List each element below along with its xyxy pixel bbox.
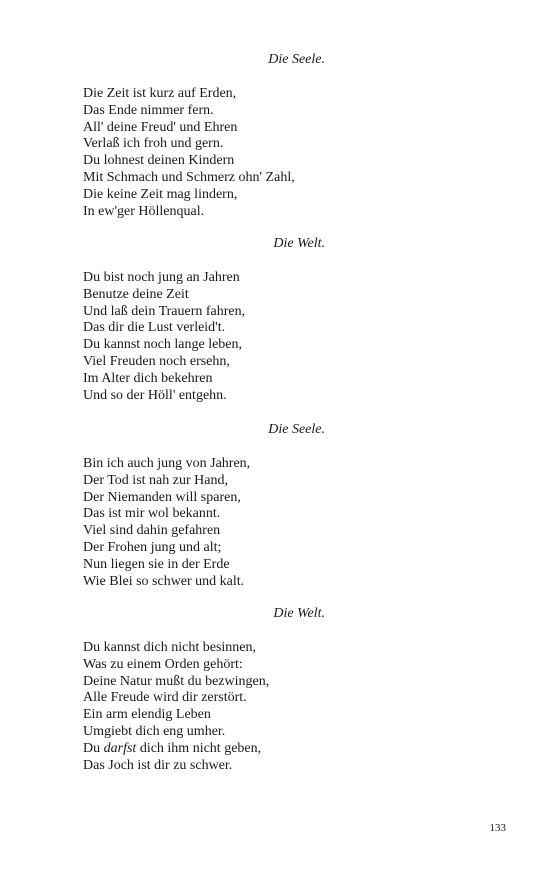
poem-section-1: [83, 51, 503, 220]
emphasized-word: darfst: [103, 740, 137, 756]
verse-line: In ew'ger Höllenqual.: [83, 203, 205, 219]
verse-line: Alle Freude wird dir zerstört.: [83, 690, 247, 706]
verse-line: Die Zeit ist kurz auf Erden,: [83, 86, 237, 101]
verse-line: Und so der Höll' entgehn.: [83, 387, 227, 403]
verse-line: All' deine Freud' und Ehren: [83, 119, 238, 135]
verse-line: Du bist noch jung an Jahren: [83, 270, 240, 285]
verse-line: Das Joch ist dir zu schwer.: [83, 757, 233, 773]
speaker-heading: Die Welt.: [273, 606, 325, 621]
page-number: 133: [489, 822, 506, 834]
verse-line: Du darfst dich ihm nicht geben,: [83, 740, 262, 756]
poem-section-2: [83, 235, 503, 404]
verse-line: Du lohnest deinen Kindern: [83, 153, 235, 169]
verse-line: Das dir die Lust verleid't.: [83, 320, 226, 336]
verse-line: Der Tod ist nah zur Hand,: [83, 472, 228, 488]
verse-line: Mit Schmach und Schmerz ohn' Zahl,: [83, 169, 295, 185]
verse-line: Was zu einem Orden gehört:: [83, 656, 243, 672]
verse-line: Nun liegen sie in der Erde: [83, 556, 230, 572]
poem-section-4: [83, 605, 503, 774]
verse-line: Benutze deine Zeit: [83, 286, 189, 302]
verse-line: Das ist mir wol bekannt.: [83, 506, 221, 522]
verse-line: Der Niemanden will sparen,: [83, 489, 241, 505]
verse-line: Die keine Zeit mag lindern,: [83, 186, 238, 202]
verse-line: Verlaß ich froh und gern.: [83, 136, 224, 152]
verse-line: Viel sind dahin gefahren: [83, 523, 221, 539]
speaker-heading: Die Seele.: [268, 422, 325, 437]
verse-line: Viel Freuden noch ersehn,: [83, 353, 230, 369]
verse-line: Und laß dein Trauern fahren,: [83, 303, 246, 319]
verse-line: Deine Natur mußt du bezwingen,: [83, 673, 270, 689]
verse-line: Der Frohen jung und alt;: [83, 539, 222, 555]
verse-line: Ein arm elendig Leben: [83, 707, 211, 723]
verse-line: Du kannst dich nicht besinnen,: [83, 640, 257, 655]
speaker-heading: Die Welt.: [273, 236, 325, 251]
verse-line: Im Alter dich bekehren: [83, 370, 213, 386]
verse-line: Bin ich auch jung von Jahren,: [83, 456, 251, 471]
verse-line: Du kannst noch lange leben,: [83, 337, 243, 353]
verse-line: Das Ende nimmer fern.: [83, 102, 214, 118]
speaker-heading: Die Seele.: [268, 52, 325, 67]
poem-section-3: [83, 421, 503, 590]
verse-line: Wie Blei so schwer und kalt.: [83, 573, 245, 589]
verse-line: Umgiebt dich eng umher.: [83, 723, 226, 739]
